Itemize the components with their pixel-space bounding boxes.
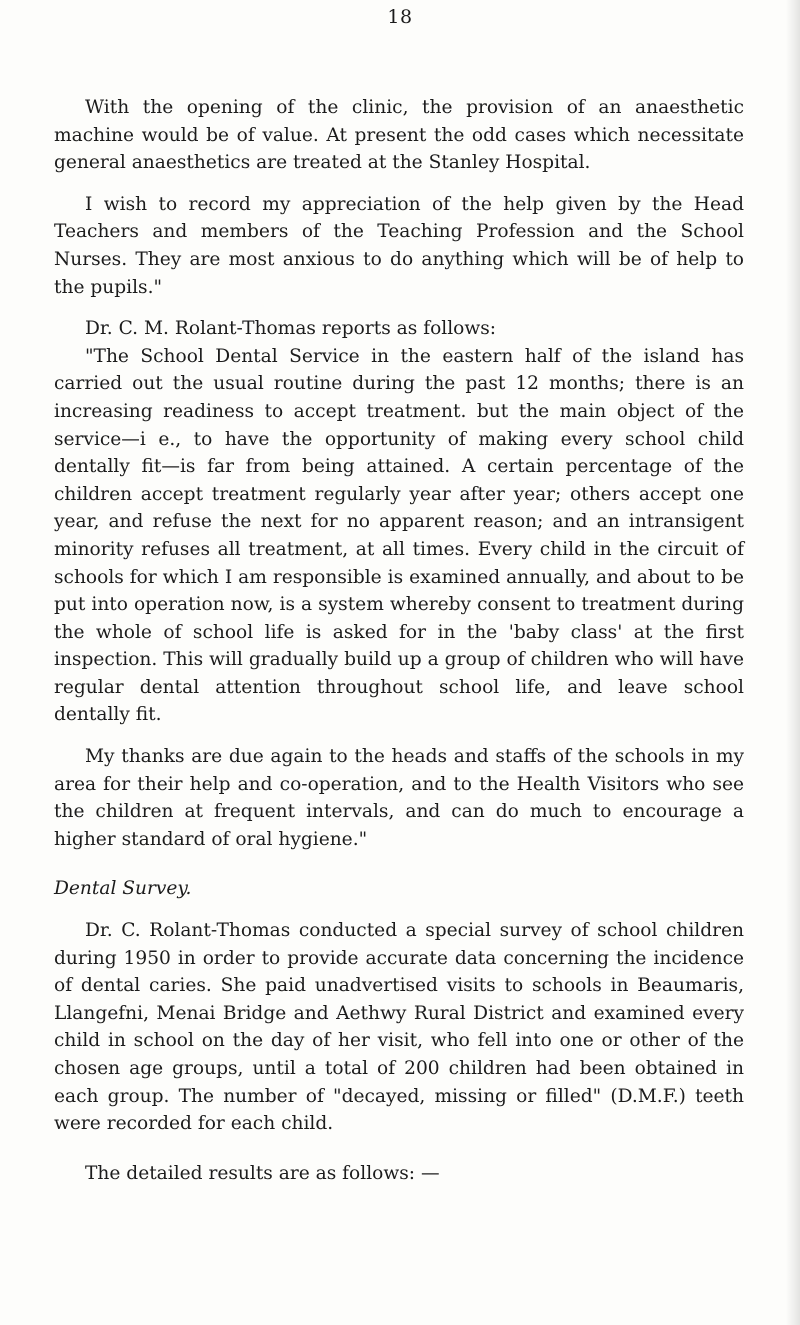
paragraph-dental-survey: Dr. C. Rolant-Thomas conducted a special survey of school children during 1950 in order to provide accurate data concerning the incidence of dental caries. She paid unadvertised visits to schools in Beaumaris, Llangefni, Menai Bridge and Aethwy Rural District and examined every child in school on the day of her visit, who fell into one or other of the chosen age groups, until a total of 200 children had been obtained in each group. The number of "decayed, missing or filled" (D.M.F.) teeth were recorded for each child. xyxy=(54,920,744,1135)
body-text xyxy=(54,94,744,1187)
page-number: 18 xyxy=(387,6,413,28)
paragraph-report-intro: Dr. C. M. Rolant-Thomas reports as follows: xyxy=(85,318,497,340)
paragraph-appreciation: I wish to record my appreciation of the help given by the Head Teachers and members of the Teaching Profession and the School Nurses. They are most anxious to do anything which will be of help to the pupils." xyxy=(54,193,744,298)
section-heading-dental-survey: Dental Survey. xyxy=(54,878,192,900)
page-edge-shadow xyxy=(786,0,800,1325)
paragraph-dental-service: "The School Dental Service in the eastern half of the island has carried out the usual routine during the past 12 months; there is an increasing readiness to accept treatment. but the main object of the service—i e., to have the opportunity of making every school child dentally fit—is far from being attained. A certain percentage of the children accept treatment regularly year after year; others accept one year, and refuse the next for no apparent reason; and an intransigent minority refuses all treatment, at all times. Every child in the circuit of schools for which I am responsible is examined annually, and about to be put into operation now, is a system whereby consent to treatment during the whole of school life is asked for in the 'baby class' at the first inspection. This will gradually build up a group of children who will have regular dental attention throughout school life, and leave school dentally fit. xyxy=(54,345,744,726)
paragraph-anaesthetic-machine: With the opening of the clinic, the provision of an anaesthetic machine would be of value. At present the odd cases which necessitate general anaesthetics are treated at the Stanley Hospital. xyxy=(54,97,744,174)
paragraph-thanks: My thanks are due again to the heads and staffs of the schools in my area for their help and co-operation, and to the Health Visitors who see the children at frequent intervals, and can do much to encourage a higher standard of oral hygiene." xyxy=(54,746,744,850)
paragraph-results-intro: The detailed results are as follows: — xyxy=(85,1162,440,1184)
